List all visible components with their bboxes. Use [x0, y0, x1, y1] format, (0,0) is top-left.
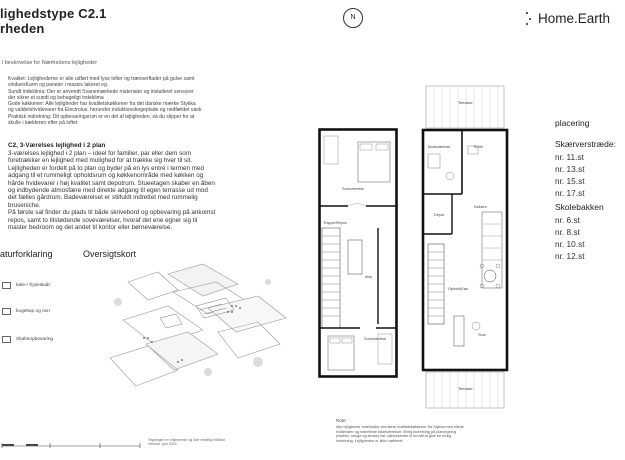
footnote-line: Tegningen er vejledende og ikke endelig målfast	[148, 438, 225, 442]
floor-plan-lower	[420, 84, 515, 410]
page-subtitle: rheden	[0, 21, 45, 36]
description-line: På første sal finder du plads til både skrivebord og opbevaring på ankomst	[8, 209, 216, 217]
description-line: adgang til et rummeligt opholdsrum og køkkenområde med køkken og	[8, 172, 204, 180]
note-line: Alle lejligheder indeholder cirkulære kvalitetskøkkener fra Stykka med hårde	[336, 425, 464, 429]
note-line: hvidevarer og indrettede badeværelser. Øvrig indretning på plantegning	[336, 429, 456, 434]
feature-line: Kvalitet: Lejlighederne er alle udført med lyse lofter og træoverflader på gulve samt	[8, 76, 195, 82]
legend-item	[2, 336, 53, 343]
legend-heading: aturforklaring	[0, 249, 53, 259]
room-label: Stue	[478, 333, 486, 337]
description-line: Lejligheden er fordelt på to plan og byder på en lys entré i termen med	[8, 164, 205, 172]
overview-heading: Oversigtskort	[83, 249, 137, 259]
legend-item	[2, 308, 50, 315]
scale-bar	[0, 440, 150, 450]
room-label: Soveværelse	[342, 187, 365, 191]
description-line: det fælles gårdrum. Badeværelset er stilfuldt indrettet med rummelig	[8, 194, 198, 202]
stove-icon	[2, 308, 11, 315]
drawing-footnote	[148, 438, 225, 447]
north-arrow-icon: N	[343, 8, 363, 28]
description-line: master bedroom og det andet til kontor eller børneværelse.	[8, 224, 173, 232]
apartment-description	[8, 150, 290, 231]
note-heading: Note:	[336, 418, 347, 423]
address-item: nr. 15.st	[555, 176, 585, 186]
room-label: Trappe/Repos	[323, 221, 347, 225]
fridge-icon	[2, 282, 11, 289]
room-label: Soveværelse	[364, 337, 387, 341]
description-line: bruseniche.	[8, 201, 41, 209]
address-item: nr. 17.st	[555, 188, 585, 198]
overview-map	[108, 262, 288, 387]
features-list	[8, 76, 290, 126]
room-label: Depot	[434, 213, 445, 217]
address-item: nr. 6.st	[555, 215, 580, 225]
room-label: Ophold/Køk	[448, 287, 469, 291]
legend-label: kogeltop og ovn	[16, 309, 50, 314]
room-label: Terrasse	[458, 101, 473, 105]
cabinet-icon	[2, 336, 11, 343]
room-label: Terrasse	[458, 387, 473, 391]
legend-label: Skabsopbevaring	[16, 337, 54, 342]
brand-logo	[526, 11, 610, 26]
room-label: Badeværelse	[428, 145, 451, 149]
feature-line: Praktisk indretning: Dit opbevaringsrum er en del af lejligheden, så du slipper for at	[8, 113, 195, 120]
description-line: 3-værelses lejlighed i 2 plan – ideel for familier, par eller dem som	[8, 150, 192, 157]
description-line: hårde hvidevarer i høj kvalitet samt depotrum. Stueetagen skaber en åben	[8, 179, 215, 187]
address-item: nr. 11.st	[555, 152, 584, 162]
description-line: og indbydende atmosfære med direkte adgang til egen terrasse ud mod	[8, 187, 208, 195]
address-item: nr. 8.st	[555, 227, 580, 237]
feature-line: Sundt indeklima: Der er anvendt Svanemærkede materialer og installeret sensorer	[8, 88, 194, 95]
description-line: foretrækker en lejlighed med mulighed for at trække sig hver til sit.	[8, 157, 193, 165]
apartment-heading: C2, 3-Værelses lejlighed i 2 plan	[8, 142, 106, 149]
note-line: indretning. Lejligheden er ikke møbleret.	[336, 438, 404, 443]
feature-line: der sikrer et sundt og behageligt indeklima	[8, 94, 104, 101]
intro-text: l beskrivelse for Nærhedens lejligheder	[2, 60, 98, 66]
placement-heading: placering	[555, 118, 590, 128]
street-name: Skolebakken	[555, 202, 604, 212]
page-title: lighedstype C2.1	[0, 6, 107, 21]
description-line: repos, samt to tilstødende soveværelser, hvoraf det ene egner sig til	[8, 216, 198, 224]
footnote-line: Version: juni 2024	[148, 442, 177, 447]
floor-plan-upper	[318, 128, 398, 380]
room-label: Køkken	[474, 205, 487, 209]
feature-line: vinduesKarm og paneler i massiv lakeret eg.	[8, 82, 109, 89]
room-label: disp	[365, 275, 372, 279]
note-line: (møbler, senge og skabe) har udelukkende til formål at give en mulig	[336, 434, 452, 438]
room-label: Entré	[474, 145, 484, 149]
logo-text: Home.Earth	[538, 11, 611, 26]
legend-item	[2, 282, 50, 289]
feature-line: og validetshvidevarer fra Electrolux, herunder induktionskogeplade og nedfældet vask	[8, 107, 202, 114]
legend-label: køle-/ fryseskab	[16, 283, 50, 288]
address-item: nr. 10.st	[555, 239, 585, 249]
address-item: nr. 13.st	[555, 164, 585, 174]
street-name: Skærverstræde:	[555, 139, 616, 149]
feature-line: skulle i kælderen efter på loftet	[8, 120, 78, 127]
feature-line: Gode køkkener: Alle lejligheder har kvalitetskøkkener fra det danske mærke Stykka	[8, 101, 196, 108]
note-text	[336, 425, 536, 443]
address-item: nr. 12.st	[555, 251, 585, 261]
logo-dots-icon	[526, 12, 532, 26]
